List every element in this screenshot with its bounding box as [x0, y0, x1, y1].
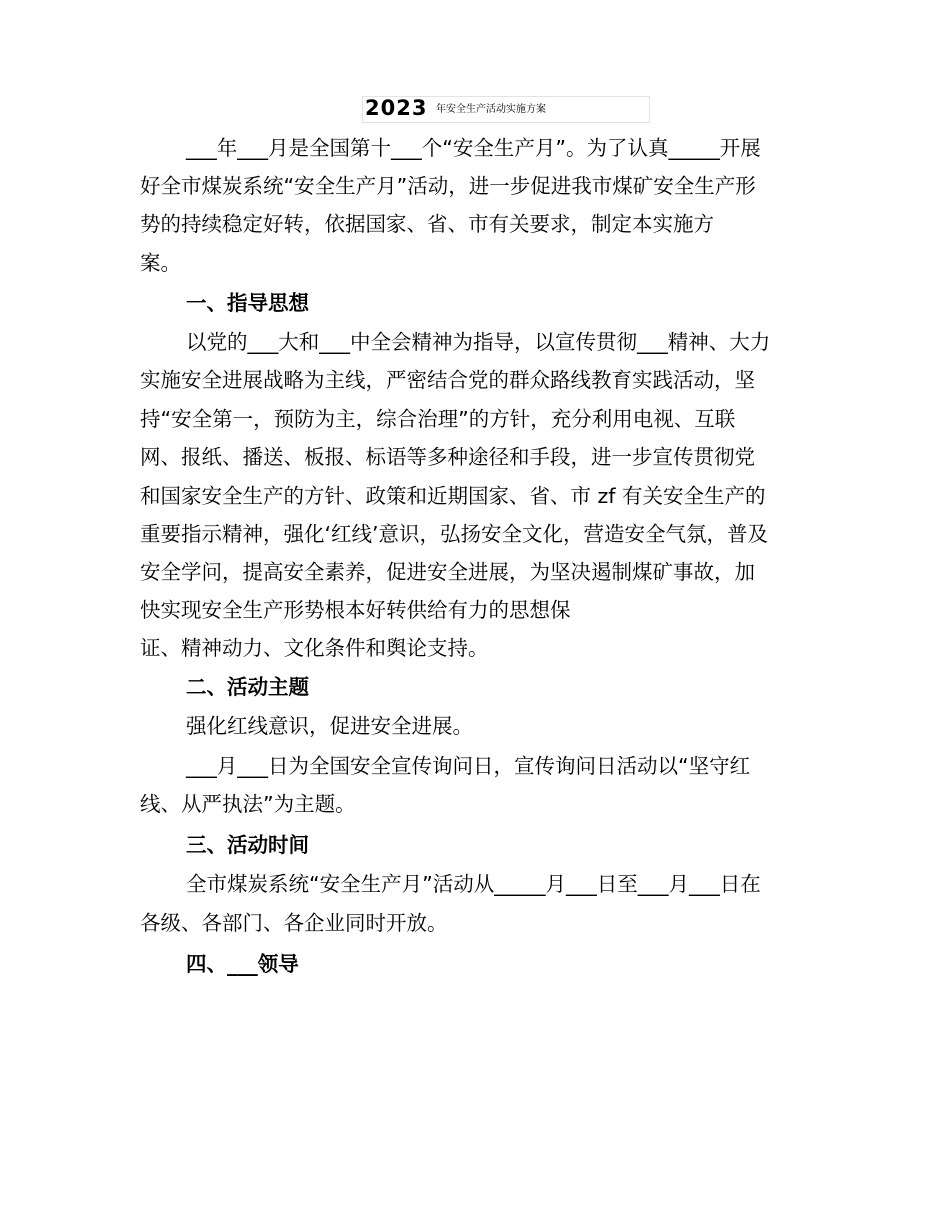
- section-heading-leadership: 四、___领导: [186, 952, 299, 976]
- section1-line: 网、报纸、播送、板报、标语等多种途径和手段，进一步宣传贯彻党: [140, 445, 755, 469]
- section1-line: 实施安全进展战略为主线，严密结合党的群众路线教育实践活动，坚: [140, 368, 755, 392]
- section1-line: 重要指示精神，强化‘红线’意识，弘扬安全文化，营造安全气氛，普及: [140, 522, 769, 546]
- section1-line: 安全学问，提高安全素养，促进安全进展，为坚决遏制煤矿事故，加: [140, 560, 755, 584]
- section1-line: 持“安全第一，预防为主，综合治理”的方针，充分利用电视、互联: [140, 407, 736, 431]
- section1-line: 证、精神动力、文化条件和舆论支持。: [140, 636, 489, 660]
- section1-line: 快实现安全生产形势根本好转供给有力的思想保: [140, 598, 571, 622]
- section-heading-activity-theme: 二、活动主题: [186, 675, 309, 699]
- intro-line: 好全市煤炭系统“安全生产月”活动，进一步促进我市煤矿安全生产形: [140, 174, 756, 198]
- intro-line: 势的持续稳定好转，依据国家、省、市有关要求，制定本实施方: [140, 212, 714, 236]
- section3-line: 各级、各部门、各企业同时开放。: [140, 911, 448, 935]
- section-heading-guiding-thought: 一、指导思想: [186, 291, 309, 315]
- intro-line: 案。: [140, 251, 181, 275]
- section3-line: 全市煤炭系统“安全生产月”活动从_____月___日至___月___日在: [186, 872, 761, 896]
- section-heading-activity-time: 三、活动时间: [186, 833, 309, 857]
- section2-line: 线、从严执法”为主题。: [140, 792, 356, 816]
- header-title: 年安全生产活动实施方案: [436, 104, 546, 115]
- header-year: 2023: [365, 96, 428, 120]
- intro-line: ___年___月是全国第十___个“安全生产月”。为了认真_____开展: [186, 136, 761, 160]
- section2-line: 强化红线意识，促进安全进展。: [186, 714, 473, 738]
- section1-line: 和国家安全生产的方针、政策和近期国家、省、市 zf 有关安全生产的: [140, 484, 766, 508]
- section2-line: ___月___日为全国安全宣传询问日，宣传询问日活动以“坚守红: [186, 754, 751, 778]
- section1-line: 以党的___大和___中全会精神为指导，以宣传贯彻___精神、大力: [186, 330, 771, 354]
